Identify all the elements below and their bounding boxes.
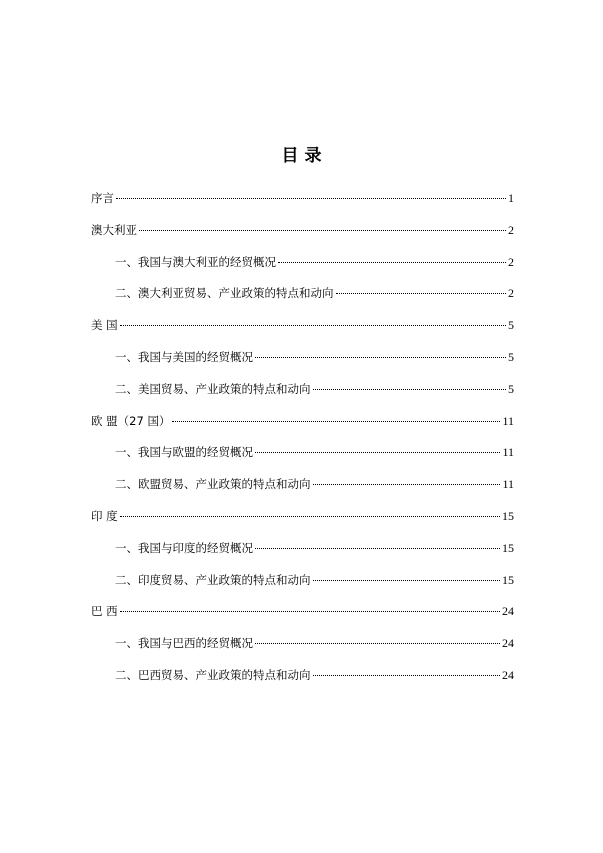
toc-page-number: 24 bbox=[502, 604, 514, 619]
toc-page-number: 5 bbox=[508, 318, 514, 333]
toc-title: 目 录 bbox=[281, 146, 322, 166]
toc-page-number: 2 bbox=[508, 286, 514, 301]
toc-subentry[interactable] bbox=[91, 666, 514, 698]
toc-leader-dots bbox=[120, 325, 506, 326]
toc-entry[interactable] bbox=[91, 412, 514, 444]
toc-leader-dots bbox=[255, 548, 500, 549]
toc-entry[interactable] bbox=[91, 316, 514, 348]
toc-entry-text: 一、我国与澳大利亚的经贸概况 bbox=[115, 254, 276, 269]
toc-entry-text: 印 度 bbox=[91, 508, 118, 523]
toc-page-number: 2 bbox=[508, 222, 514, 237]
toc-page-number: 11 bbox=[502, 413, 514, 428]
toc-entry-text: 二、欧盟贸易、产业政策的特点和动向 bbox=[115, 477, 311, 492]
toc-subentry[interactable] bbox=[91, 475, 514, 507]
toc-page-number: 15 bbox=[502, 572, 514, 587]
toc-entry-text: 欧 盟（27 国） bbox=[91, 413, 171, 428]
toc-subentry[interactable] bbox=[91, 634, 514, 666]
toc-leader-dots bbox=[313, 580, 501, 581]
toc-page-number: 15 bbox=[502, 508, 514, 523]
toc-page-number: 11 bbox=[502, 445, 514, 460]
toc-entry-text: 一、我国与印度的经贸概况 bbox=[115, 540, 253, 555]
toc-leader-dots bbox=[255, 452, 500, 453]
toc-page-number: 24 bbox=[502, 636, 514, 651]
toc-entry-text: 二、澳大利亚贸易、产业政策的特点和动向 bbox=[115, 286, 334, 301]
toc-leader-dots bbox=[255, 357, 506, 358]
toc-subentry[interactable] bbox=[91, 348, 514, 380]
toc-page-number: 5 bbox=[508, 381, 514, 396]
toc-leader-dots bbox=[336, 293, 507, 294]
toc-leader-dots bbox=[139, 230, 506, 231]
toc-entry-text: 二、印度贸易、产业政策的特点和动向 bbox=[115, 572, 311, 587]
toc-entry-text: 一、我国与欧盟的经贸概况 bbox=[115, 445, 253, 460]
toc-page-number: 24 bbox=[502, 667, 514, 682]
toc-entry-text: 巴 西 bbox=[91, 604, 118, 619]
toc-leader-dots bbox=[313, 389, 507, 390]
toc-subentry[interactable] bbox=[91, 571, 514, 603]
toc-entry[interactable] bbox=[91, 189, 514, 221]
toc-entry[interactable] bbox=[91, 602, 514, 634]
toc-entry[interactable] bbox=[91, 221, 514, 253]
toc-subentry[interactable] bbox=[91, 443, 514, 475]
toc-leader-dots bbox=[120, 516, 500, 517]
toc-page-number: 2 bbox=[508, 254, 514, 269]
toc-page-number: 1 bbox=[508, 191, 514, 205]
toc-leader-dots bbox=[120, 611, 500, 612]
toc-list bbox=[91, 189, 514, 698]
toc-leader-dots bbox=[313, 675, 501, 676]
toc-leader-dots bbox=[313, 484, 501, 485]
toc-page-number: 15 bbox=[502, 540, 514, 555]
toc-subentry[interactable] bbox=[91, 380, 514, 412]
toc-leader-dots bbox=[172, 421, 500, 422]
toc-entry-text: 澳大利亚 bbox=[91, 222, 137, 237]
toc-leader-dots bbox=[278, 262, 506, 263]
toc-entry-text: 一、我国与美国的经贸概况 bbox=[115, 349, 253, 364]
toc-entry-text: 二、美国贸易、产业政策的特点和动向 bbox=[115, 381, 311, 396]
toc-subentry[interactable] bbox=[91, 539, 514, 571]
toc-entry-text: 美 国 bbox=[91, 318, 118, 333]
toc-entry-text: 一、我国与巴西的经贸概况 bbox=[115, 636, 253, 651]
toc-entry-text: 二、巴西贸易、产业政策的特点和动向 bbox=[115, 667, 311, 682]
toc-entry-text: 序言 bbox=[91, 191, 114, 205]
toc-subentry[interactable] bbox=[91, 284, 514, 316]
toc-entry[interactable] bbox=[91, 507, 514, 539]
toc-page-number: 11 bbox=[502, 477, 514, 492]
toc-subentry[interactable] bbox=[91, 253, 514, 285]
toc-leader-dots bbox=[116, 198, 506, 199]
toc-leader-dots bbox=[255, 643, 500, 644]
toc-page-number: 5 bbox=[508, 349, 514, 364]
